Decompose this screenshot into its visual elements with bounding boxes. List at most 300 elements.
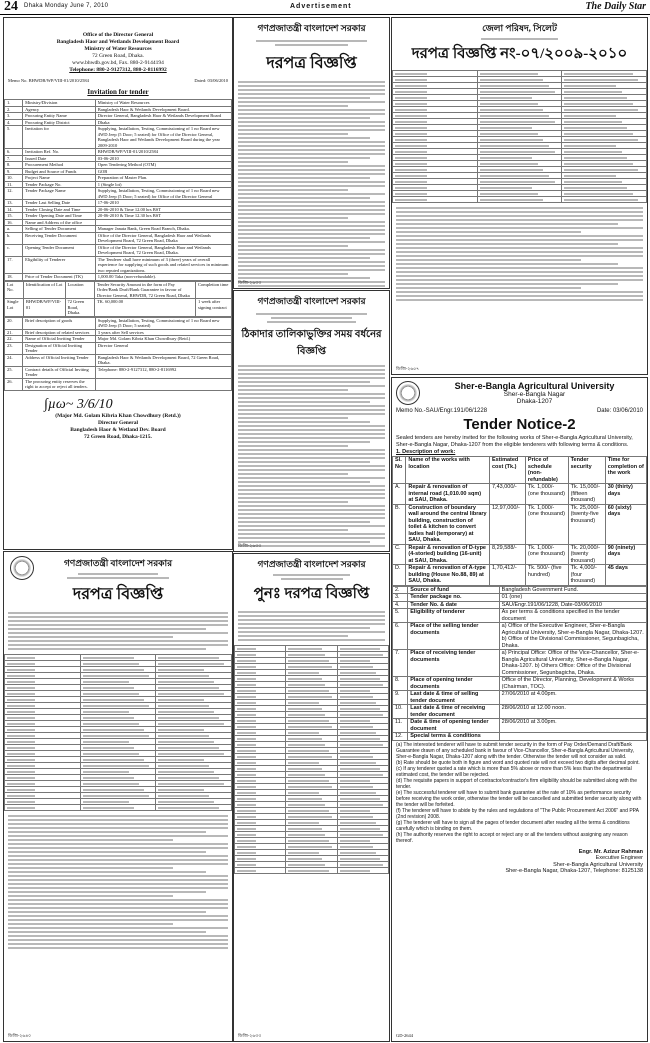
sylhet-tender-ad <box>391 17 648 375</box>
bwdb-sig-title: Director General <box>98 419 138 426</box>
table-row <box>5 317 232 329</box>
text-line <box>8 648 206 650</box>
text-line <box>8 640 228 642</box>
text-line <box>238 277 370 279</box>
table-cell: Tender No. & date <box>408 601 499 609</box>
sau-signer-title: Executive Engineer <box>595 855 643 861</box>
table-cell: Ministry/Division <box>23 100 96 107</box>
table-cell: Tender package no. <box>408 594 499 602</box>
table-cell: 25. <box>5 366 23 378</box>
grid-cell <box>337 868 388 874</box>
sylhet-table <box>392 70 647 203</box>
table-cell: 1,000.00 Taka (non-refundable). <box>95 274 231 281</box>
table-cell: Place of opening tender documents <box>408 677 499 691</box>
text-line <box>396 227 643 229</box>
bwdb-signatory: (Major Md. Golam Kibria Khan Chowdhury (Retd.)) <box>55 412 181 419</box>
text-line <box>238 249 385 251</box>
signature-image: ∫µω~ 3/6/10 <box>44 396 113 412</box>
sau-conditions <box>392 741 647 845</box>
text-line <box>238 173 385 175</box>
bwdb-sig-org: Bangladesh Haor & Wetland Dev. Board <box>70 426 166 433</box>
table-cell: Supplying, Installation, Testing, Commissioning of 1 no Board new 4WD Jeep (5 Door; 5 seated) for Office of the Director General, Bangladesh Haor and Wetlands Development Board during the year 2009-2010 <box>95 126 231 149</box>
table-row <box>5 232 232 244</box>
table-cell: Procuring Entity Name <box>23 113 96 120</box>
table-cell: 13. <box>5 200 23 207</box>
table-cell: 17. <box>5 256 23 274</box>
text-line <box>238 109 385 111</box>
table-cell: 4. <box>5 119 23 126</box>
university-logo <box>396 381 420 405</box>
text-line <box>238 141 385 143</box>
text-line <box>8 815 228 817</box>
police-ref: ডিজি-২৬৪০ <box>8 1033 32 1038</box>
table-cell: 8. <box>393 677 408 691</box>
text-line <box>8 947 228 949</box>
text-line <box>396 255 643 257</box>
works-cell: Tk. 500/- (five hundred) <box>525 565 568 586</box>
text-line <box>238 521 370 523</box>
text-line <box>238 389 348 391</box>
grid-cell <box>562 197 647 203</box>
table-cell: 26. <box>5 378 23 390</box>
text-line <box>238 497 385 499</box>
police-body <box>4 811 232 953</box>
works-cell: Construction of boundary wall around the central library building, construction of toilet & kitchen to convert ladies hall (temporary) at SAU, Dhaka. <box>406 504 490 544</box>
table-row <box>393 677 647 691</box>
text-line <box>238 405 385 407</box>
text-line <box>238 189 348 191</box>
police-table <box>4 654 232 811</box>
lot-header-cell: Completion time <box>195 281 231 299</box>
works-cell: Repair & renovation of D-type (4-storied) building (16-unit) at SAU, Dhaka. <box>406 544 490 565</box>
text-line <box>238 221 385 223</box>
text-line <box>396 239 643 241</box>
text-line <box>238 169 385 171</box>
table-cell: Brief description of related services <box>23 329 96 336</box>
grid-cell <box>235 868 286 874</box>
gov2-heading: ঠিকাদার তালিকাভুক্তির সময় বর্ধনের বিজ্ঞপ্তি <box>241 329 382 357</box>
text-line <box>396 223 618 225</box>
table-row <box>393 691 647 705</box>
bogra-title: গণপ্রজাতন্ত্রী বাংলাদেশ সরকার <box>257 559 366 569</box>
page-date: Dhaka Monday June 7, 2010 <box>24 3 109 9</box>
text-line <box>8 903 228 905</box>
bwdb-memo: Memo No. BHWDB/WP/VIII-01/2010/2584 <box>8 78 89 83</box>
text-line <box>8 823 228 825</box>
table-cell: 23. <box>5 342 23 354</box>
table-cell: Preparation of Master Plan. <box>95 175 231 182</box>
text-line <box>396 247 643 249</box>
table-cell: Manager Janata Bank, Green Road Branch, Dhaka. <box>95 226 231 233</box>
table-cell: Receiving Tender Document <box>23 232 96 244</box>
table-cell: 20-06-2010 & Time 12.30 hrs BST <box>95 213 231 220</box>
table-cell: 6. <box>5 149 23 156</box>
text-line <box>238 121 385 123</box>
text-line <box>238 233 385 235</box>
text-line <box>238 501 348 503</box>
text-line <box>8 895 173 897</box>
sau-signer-org: Sher-e-Bangla Agricultural University <box>553 861 643 868</box>
text-line <box>396 291 643 293</box>
text-line <box>238 213 385 215</box>
table-row <box>5 113 232 120</box>
section-title: Advertisement <box>290 3 352 10</box>
table-cell: Tender Package Name <box>23 188 96 200</box>
retender-ad <box>233 553 390 1042</box>
text-line <box>238 161 348 163</box>
text-line <box>8 847 228 849</box>
table-cell: 7. <box>393 650 408 677</box>
text-line <box>396 299 643 301</box>
table-cell: 03-06-2010 <box>95 155 231 162</box>
works-cell: Tk. 15,000/- (fifteen thousand) <box>568 484 605 505</box>
text-line <box>8 620 228 622</box>
works-header-cell: Time for completion of the work <box>605 457 646 484</box>
text-line <box>238 269 385 271</box>
table-cell: Contract details of Official Inviting Tender <box>23 366 96 378</box>
table-row <box>5 274 232 281</box>
table-cell: 12. <box>393 733 408 741</box>
text-line <box>238 433 385 435</box>
text-line <box>396 271 643 273</box>
works-cell: 90 (ninety) days <box>605 544 646 565</box>
text-line <box>238 397 385 399</box>
text-line <box>396 259 581 261</box>
works-cell: Tk. 1,000/- (one thousand) <box>525 544 568 565</box>
text-line <box>238 615 385 617</box>
lot-header-cell: Identification of Lot <box>23 281 65 299</box>
sau-name: Sher-e-Bangla Agricultural University <box>454 381 615 391</box>
sau-items-table <box>392 586 647 741</box>
table-cell: 24. <box>5 354 23 366</box>
text-line <box>238 631 385 633</box>
bwdb-ministry: Ministry of Water Resources <box>84 46 152 52</box>
table-cell: Procurement Method <box>23 162 96 169</box>
grid-row <box>235 868 389 874</box>
table-cell: a. <box>5 226 23 233</box>
text-line <box>238 225 385 227</box>
table-cell: Price of Tender Document (TK) <box>23 274 96 281</box>
text-line <box>238 89 385 91</box>
text-line <box>238 241 385 243</box>
text-line <box>238 157 370 159</box>
bogra-heading: পুনঃ দরপত্র বিজ্ঞপ্তি <box>253 586 370 602</box>
text-line <box>238 137 370 139</box>
text-line <box>8 863 228 865</box>
table-row <box>5 244 232 256</box>
bwdb-memo-date: Dated: 03/06/2010 <box>194 78 228 83</box>
table-cell: Date & time of opening tender document <box>408 719 499 733</box>
text-line <box>8 644 228 646</box>
works-cell: 30 (thirty) days <box>605 484 646 505</box>
text-line <box>8 867 173 869</box>
police-tender-ad <box>3 551 233 1042</box>
bwdb-tel: Telephone: 880-2-9127312, 880-2-8116992 <box>69 67 167 73</box>
page-header <box>0 0 650 15</box>
text-line <box>8 859 228 861</box>
text-line <box>396 287 581 289</box>
works-header-cell: Name of the works with location <box>406 457 490 484</box>
table-row <box>393 594 647 602</box>
table-cell: c. <box>5 244 23 256</box>
sylhet-title: জেলা পরিষদ, সিলেট <box>482 23 557 33</box>
lot-header-cell: Location <box>65 281 94 299</box>
table-cell: 3. <box>393 594 408 602</box>
text-line <box>396 207 643 209</box>
bogra-table <box>234 645 389 874</box>
table-cell: Budget and Source of Funds <box>23 168 96 175</box>
condition-item: (c) If any tenderer quoted a rate which is more than 5% above or more than 5% less than the departmental estimated cost, the tender will be rejected. <box>396 765 632 778</box>
grid-cell <box>286 868 337 874</box>
text-line <box>238 253 385 255</box>
gov2-title: গণপ্রজাতন্ত্রী বাংলাদেশ সরকার <box>257 296 366 306</box>
table-cell: Designation of Official Inviting Tender <box>23 342 96 354</box>
table-cell: 10. <box>393 705 408 719</box>
text-line <box>238 185 385 187</box>
bwdb-tender-ad <box>3 17 233 550</box>
text-line <box>238 611 385 613</box>
table-row <box>393 650 647 677</box>
table-row <box>393 623 647 650</box>
sau-title: Tender Notice-2 <box>463 416 576 433</box>
text-line <box>8 883 228 885</box>
text-line <box>396 211 643 213</box>
table-cell: 2. <box>5 106 23 113</box>
table-row <box>5 378 232 390</box>
text-line <box>396 235 643 237</box>
text-line <box>8 871 206 873</box>
police-heading: দরপত্র বিজ্ঞপ্তি <box>72 586 164 603</box>
sylhet-heading: দরপত্র বিজ্ঞপ্তি নং-০৭/২০০৯-২০১০ <box>411 46 628 62</box>
condition-item: (f) The tenderer will have to abide by the rules and regulations of "The Public Procurement Act 2006" and PPA (2nd revision) 2008. <box>396 807 639 820</box>
works-cell: 45 days <box>605 565 646 586</box>
text-line <box>8 891 206 893</box>
text-line <box>238 261 385 263</box>
works-row <box>393 504 647 544</box>
table-cell: 28/06/2010 at 12.00 noon. <box>499 705 646 719</box>
sau-city: Dhaka-1207 <box>516 398 553 405</box>
table-cell: 5. <box>5 126 23 149</box>
table-cell: Office of the Director, Planning, Development & Works (Chairman, TOC). <box>499 677 646 691</box>
table-cell: Selling of Tender Document <box>23 226 96 233</box>
table-cell: 10. <box>5 175 23 182</box>
table-cell: 1. <box>5 100 23 107</box>
text-line <box>238 461 370 463</box>
works-header-cell: Price of schedule (non-refundable) <box>525 457 568 484</box>
works-cell: Repair & renovation of internal road (1,010.00 sqm) at SAU, Dhaka. <box>406 484 490 505</box>
text-line <box>238 537 385 539</box>
bwdb-table-2 <box>4 317 232 391</box>
bogra-ref: ডিজি-২৬৩৩ <box>238 1033 262 1038</box>
table-cell: Telephone: 880-2-9127312, 880-2-8116992 <box>95 366 231 378</box>
text-line <box>8 616 228 618</box>
lot-cell: BHWDB/WP/VIII-01 <box>23 299 65 317</box>
condition-item: (e) The successful tenderer will have to submit bank guarantee at the rate of 10% as performance security before receiving the work order, otherwise the tender will be cancelled and submitted tender security along with the tender will be forfeited. <box>396 789 642 808</box>
text-line <box>8 612 228 614</box>
bwdb-sig-addr: 72 Green Road, Dhaka-1215. <box>84 433 152 440</box>
table-cell: 2. <box>393 586 408 594</box>
text-line <box>238 505 385 507</box>
works-cell: 7,43,000/- <box>490 484 526 505</box>
text-line <box>238 409 385 411</box>
sylhet-body <box>392 203 647 305</box>
table-cell: 8. <box>5 162 23 169</box>
table-cell: As per terms & conditions specified in the tender document <box>499 609 646 623</box>
text-line <box>238 481 370 483</box>
table-cell: Opening Tender Document <box>23 244 96 256</box>
sau-desc-label: 1. Description of work: <box>396 449 456 455</box>
table-row <box>393 601 647 609</box>
masthead: The Daily Star <box>585 1 646 12</box>
works-cell: Tk. 4,000/- (four thousand) <box>568 565 605 586</box>
table-cell: 28/06/2010 at 3.00pm. <box>499 719 646 733</box>
police-title: গণপ্রজাতন্ত্রী বাংলাদেশ সরকার <box>63 558 173 568</box>
table-row <box>393 609 647 623</box>
text-line <box>8 855 228 857</box>
table-cell: Major Md. Golam Kibria Khan Chowdhury (Retd.) <box>95 336 231 343</box>
table-cell: Address of Official Inviting Tender <box>23 354 96 366</box>
page-number: 24 <box>4 0 18 14</box>
text-line <box>238 245 348 247</box>
text-line <box>238 477 385 479</box>
lot-cell: TK. 60,000.00 <box>94 299 195 317</box>
condition-item: (d) The requisite papers in support of contractor/contractor's firm eligibility should be submitted along with the tender. <box>396 777 637 790</box>
bwdb-board: Bangladesh Haor and Wetlands Development Board <box>56 39 180 45</box>
text-line <box>238 381 370 383</box>
works-header-cell: Sl. No <box>393 457 406 484</box>
text-line <box>238 485 385 487</box>
text-line <box>8 935 228 937</box>
table-cell: Source of fund <box>408 586 499 594</box>
table-cell: GOB <box>95 168 231 175</box>
gov1-heading: দরপত্র বিজ্ঞপ্তি <box>266 55 357 72</box>
table-cell: Place of receiving tender documents <box>408 650 499 677</box>
bogra-intro <box>234 607 389 645</box>
condition-item: (h) The authority reserves the right to accept or reject any or all the tenders without assigning any reason thereof. <box>396 831 628 844</box>
table-row <box>393 733 647 741</box>
table-cell: Issued Date <box>23 155 96 162</box>
text-line <box>238 273 348 275</box>
table-cell: Last date & time of receiving tender document <box>408 705 499 719</box>
bwdb-lot-table <box>4 281 232 317</box>
gov1-ref: ডিজি-২৬৩৩ <box>238 280 262 285</box>
bwdb-web[interactable]: www.bhwdb.gov.bd, Fax. 880-2-9144194 <box>72 60 164 66</box>
text-line <box>238 125 385 127</box>
table-row <box>5 366 232 378</box>
text-line <box>8 831 206 833</box>
text-line <box>238 265 385 267</box>
text-line <box>238 181 385 183</box>
bwdb-address: 72 Green Road, Dhaka. <box>92 53 144 59</box>
text-line <box>8 632 228 634</box>
text-line <box>396 231 581 233</box>
table-cell: 7. <box>5 155 23 162</box>
text-line <box>238 533 385 535</box>
table-row <box>5 188 232 200</box>
grid-cell <box>80 805 156 811</box>
lot-cell: 72 Green Road, Dhaka. <box>65 299 94 317</box>
text-line <box>238 177 370 179</box>
grid-cell <box>393 197 478 203</box>
works-cell: Tk. 25,000/- (twenty-five thousand) <box>568 504 605 544</box>
works-cell: Tk. 20,000/- (twenty thousand) <box>568 544 605 565</box>
text-line <box>238 529 348 531</box>
text-line <box>238 437 385 439</box>
works-cell: Repair & renovation of A-type building (House No.88, 89) at SAU, Dhaka. <box>406 565 490 586</box>
text-line <box>238 237 370 239</box>
text-line <box>8 899 228 901</box>
table-cell: 3 years after Sell services <box>95 329 231 336</box>
table-cell: Invitation for <box>23 126 96 149</box>
works-cell: D. <box>393 565 406 586</box>
text-line <box>238 85 385 87</box>
table-cell: 3. <box>5 113 23 120</box>
table-cell: 4. <box>393 601 408 609</box>
table-row <box>393 705 647 719</box>
text-line <box>396 219 643 221</box>
bwdb-table <box>4 99 232 281</box>
table-cell: b. <box>5 232 23 244</box>
text-line <box>238 457 385 459</box>
table-cell: BHWDB/WP/VIII-01/2010/2584 <box>95 149 231 156</box>
police-intro <box>4 608 232 654</box>
works-row <box>393 484 647 505</box>
gov-tender-ad-1 <box>233 17 390 289</box>
works-cell: Tk. 1,000/- (one thousand) <box>525 484 568 505</box>
table-cell: Invitation Ref. No. <box>23 149 96 156</box>
works-cell: 8,29,588/- <box>490 544 526 565</box>
text-line <box>238 417 348 419</box>
table-cell: 9. <box>5 168 23 175</box>
table-cell: Office of the Director General, Bangladesh Haor and Wetlands Development Board, 72 Green Road, Dhaka. <box>95 244 231 256</box>
table-cell: Eligibility of Tenderer <box>23 256 96 274</box>
text-line <box>396 279 643 281</box>
table-cell: Agency <box>23 106 96 113</box>
sau-memo: Memo No.-SAU/Engr.191/06/1228 <box>396 408 488 414</box>
table-cell: The procuring entity reserves the right to accept or reject all tenders. <box>23 378 96 390</box>
table-cell: Bangladesh Government Fund. <box>499 586 646 594</box>
works-cell: B. <box>393 504 406 544</box>
text-line <box>238 635 348 637</box>
text-line <box>238 385 385 387</box>
table-cell: Director General, Bangladesh Haor & Wetlands Development Board <box>95 113 231 120</box>
text-line <box>8 624 228 626</box>
text-line <box>238 639 385 641</box>
table-cell: Dhaka <box>95 119 231 126</box>
text-line <box>238 425 385 427</box>
text-line <box>238 113 385 115</box>
table-cell: 12. <box>5 188 23 200</box>
table-cell: Director General <box>95 342 231 354</box>
text-line <box>238 217 348 219</box>
text-line <box>238 413 385 415</box>
sau-signer-addr: Sher-e-Bangla Nagar, Dhaka-1207, Telephone: 8125138 <box>505 868 643 874</box>
text-line <box>238 129 385 131</box>
text-line <box>238 197 370 199</box>
table-cell: Procuring Entity District <box>23 119 96 126</box>
text-line <box>238 465 385 467</box>
text-line <box>396 215 643 217</box>
table-cell: 9. <box>393 691 408 705</box>
table-cell: 01 (one) <box>499 594 646 602</box>
table-cell: 11. <box>5 181 23 188</box>
table-cell: Special terms & conditions <box>408 733 499 741</box>
table-cell: 18. <box>5 274 23 281</box>
table-cell: 22. <box>5 336 23 343</box>
text-line <box>8 835 228 837</box>
gov-notice-ad-2 <box>233 290 390 552</box>
sau-works-table <box>392 456 647 586</box>
